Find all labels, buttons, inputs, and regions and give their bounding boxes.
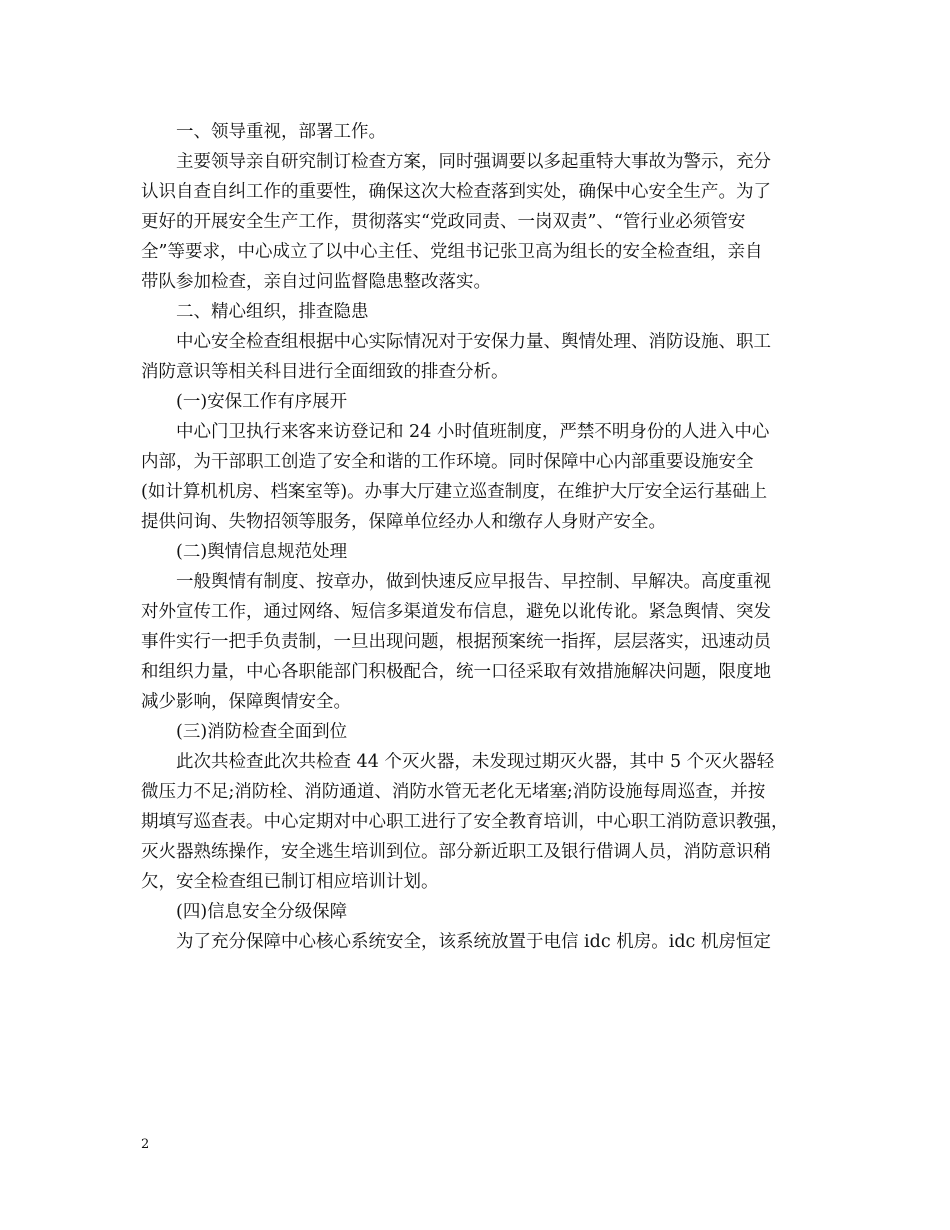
text-line: 更好的开展安全生产工作，贯彻落实“党政同责、一岗双责”、“管行业必须管安 xyxy=(141,212,746,232)
text-line: 对外宣传工作，通过网络、短信多渠道发布信息，避免以讹传讹。紧急舆情、突发 xyxy=(141,602,771,622)
text-line: (一)安保工作有序展开 xyxy=(176,392,348,412)
text-line: 中心安全检查组根据中心实际情况对于安保力量、舆情处理、消防设施、职工 xyxy=(176,332,771,352)
text-line: (二)舆情信息规范处理 xyxy=(176,542,348,562)
text-line: 和组织力量，中心各职能部门积极配合，统一口径采取有效措施解决问题，限度地 xyxy=(141,662,771,682)
text-line: 全”等要求，中心成立了以中心主任、党组书记张卫高为组长的安全检查组，亲自 xyxy=(141,242,763,262)
text-line: 中心门卫执行来客来访登记和 24 小时值班制度，严禁不明身份的人进入中心 xyxy=(176,422,770,442)
text-line: 主要领导亲自研究制订检查方案，同时强调要以多起重特大事故为警示，充分 xyxy=(176,152,771,172)
text-line: 事件实行一把手负责制，一旦出现问题，根据预案统一指挥，层层落实，迅速动员 xyxy=(141,632,771,652)
text-line: 一般舆情有制度、按章办，做到快速反应早报告、早控制、早解决。高度重视 xyxy=(176,572,771,592)
text-line: (如计算机机房、档案室等)。办事大厅建立巡查制度，在维护大厅安全运行基础上 xyxy=(141,482,768,502)
text-line: 二、精心组织，排查隐患 xyxy=(176,302,369,322)
text-line: 期填写巡查表。中心定期对中心职工进行了安全教育培训，中心职工消防意识教强， xyxy=(141,812,789,832)
text-line: 一、领导重视，部署工作。 xyxy=(176,122,386,142)
text-line: 灭火器熟练操作，安全逃生培训到位。部分新近职工及银行借调人员，消防意识稍 xyxy=(141,842,771,862)
text-line: 带队参加检查，亲自过问监督隐患整改落实。 xyxy=(141,272,491,292)
text-line: 此次共检查此次共检查 44 个灭火器，未发现过期灭火器，其中 5 个灭火器轻 xyxy=(176,752,775,772)
text-line: (三)消防检查全面到位 xyxy=(176,722,348,742)
page-number: 2 xyxy=(141,1137,150,1152)
text-line: 减少影响，保障舆情安全。 xyxy=(141,692,351,712)
text-line: 内部，为干部职工创造了安全和谐的工作环境。同时保障中心内部重要设施安全 xyxy=(141,452,754,472)
text-line: 消防意识等相关科目进行全面细致的排查分析。 xyxy=(141,362,509,382)
document-body xyxy=(141,117,831,957)
text-line: 微压力不足;消防栓、消防通道、消防水管无老化无堵塞;消防设施每周巡查，并按 xyxy=(141,782,766,802)
text-line: 提供问询、失物招领等服务，保障单位经办人和缴存人身财产安全。 xyxy=(141,512,666,532)
text-line: 欠，安全检查组已制订相应培训计划。 xyxy=(141,872,439,892)
text-line: 为了充分保障中心核心系统安全，该系统放置于电信 idc 机房。idc 机房恒定 xyxy=(176,932,771,952)
text-line: 认识自查自纠工作的重要性，确保这次大检查落到实处，确保中心安全生产。为了 xyxy=(141,182,771,202)
text-line: (四)信息安全分级保障 xyxy=(176,902,348,922)
